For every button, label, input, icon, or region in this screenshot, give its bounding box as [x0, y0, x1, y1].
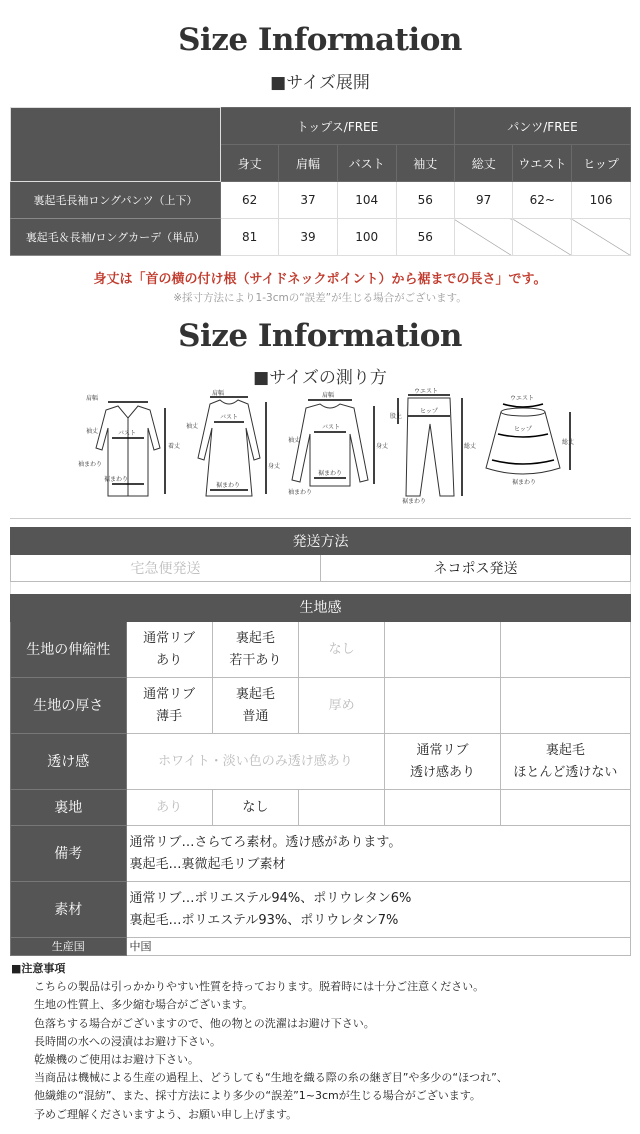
thickness-label: 生地の厚さ [11, 678, 127, 734]
caution-line: 予めご理解くださいますよう、お願い申し上げます。 [34, 1107, 298, 1121]
table-cell: 62~ [513, 182, 572, 219]
bust-label: バスト [322, 424, 341, 431]
lining-label: 裏地 [11, 790, 127, 826]
shoulder-label: 肩幅 [322, 392, 335, 399]
thickness-thick: 厚め [299, 678, 385, 734]
measurement-diagrams [0, 388, 640, 508]
pants-diagram [388, 388, 477, 508]
caution-line: 長時間の水への浸漬はお避け下さい。 [34, 1034, 221, 1048]
empty-cell [385, 622, 501, 678]
row-label: 裏起毛長袖ロングパンツ（上下） [11, 182, 221, 219]
size-table [10, 107, 631, 256]
origin-label: 生産国 [11, 938, 127, 956]
sleeve-hem-label: 袖まわり [78, 461, 103, 468]
sheer-rib: 通常リブ 透け感あり [385, 734, 501, 790]
empty-cell [500, 678, 630, 734]
remarks-value: 通常リブ…さらてろ素材。透け感があります。 裏起毛…裏微起毛リブ素材 [126, 826, 630, 882]
column-header: 袖丈 [396, 145, 454, 182]
tops-group-header: トップス/FREE [220, 108, 454, 145]
caution-line: こちらの製品は引っかかりやすい性質を持っております。脱着時には十分ご注意ください。 [34, 980, 485, 994]
sleeve-hem-label: 袖まわり [288, 489, 313, 496]
hem-label: 裾まわり [402, 498, 427, 505]
empty-cell [385, 790, 501, 826]
table-cell: 100 [337, 219, 396, 256]
table-cell: 56 [396, 219, 454, 256]
shipping-table [10, 527, 631, 603]
material-label: 素材 [11, 882, 127, 938]
length-label: 身丈 [268, 463, 281, 470]
column-header: 肩幅 [279, 145, 337, 182]
remarks-label: 備考 [11, 826, 127, 882]
empty-cell [513, 219, 572, 256]
table-row [11, 182, 631, 219]
coat-diagram [78, 388, 181, 503]
table-row [11, 219, 631, 256]
shipping-title: 発送方法 [11, 528, 631, 555]
stretch-label: 生地の伸縮性 [11, 622, 127, 678]
hem-label: 裾まわり [512, 479, 537, 486]
error-note: ※採寸方法により1-3cmの“誤差”が生じる場合がございます。 [173, 292, 467, 304]
sleeve-label: 袖丈 [86, 428, 99, 435]
table-cell: 39 [279, 219, 337, 256]
hip-label: ヒップ [420, 408, 438, 415]
lining-yes: あり [126, 790, 212, 826]
material-value: 通常リブ…ポリエステル94%、ポリウレタン6% 裏起毛…ポリエステル93%、ポリウレタン7% [126, 882, 630, 938]
table-cell: 97 [454, 182, 512, 219]
caution-line: 色落ちする場合がございますので、他の物との洗濯はお避け下さい。 [34, 1016, 375, 1030]
caution-line: 生地の性質上、多少縮む場合がございます。 [34, 998, 254, 1012]
table-cell: 104 [337, 182, 396, 219]
length-note: 身丈は「首の横の付け根（サイドネックポイント）から裾までの長さ」です。 [93, 272, 547, 287]
table-cell: 81 [220, 219, 278, 256]
table-cell: 56 [396, 182, 454, 219]
empty-cell [500, 790, 630, 826]
stretch-rib: 通常リブ あり [126, 622, 212, 678]
sheer-white: ホワイト・淡い色のみ透け感あり [126, 734, 385, 790]
measure-subtitle: ■サイズの測り方 [253, 368, 387, 388]
shoulder-label: 肩幅 [86, 395, 99, 402]
table-cell: 62 [220, 182, 278, 219]
page-title: Size Information [178, 22, 462, 58]
section-title: Size Information [178, 318, 462, 354]
hem-label: 裾まわり [216, 482, 241, 489]
sleeve-label: 袖丈 [288, 437, 301, 444]
stretch-brushed: 裏起毛 若干あり [212, 622, 298, 678]
hem-label: 裾まわり [104, 476, 129, 483]
thickness-rib: 通常リブ 薄手 [126, 678, 212, 734]
table-cell: 106 [572, 182, 631, 219]
sleeve-label: 袖丈 [186, 423, 199, 430]
caution-title: ■注意事項 [11, 962, 66, 975]
total-label: 総丈 [562, 439, 575, 446]
crotch-label: 股上 [390, 413, 403, 420]
dress-diagram [182, 388, 281, 503]
divider [10, 518, 631, 519]
fabric-table [10, 594, 631, 956]
size-lineup-subtitle: ■サイズ展開 [270, 73, 370, 93]
fabric-title: 生地感 [11, 595, 631, 622]
sheer-label: 透け感 [11, 734, 127, 790]
column-header: バスト [337, 145, 396, 182]
empty-cell [572, 219, 631, 256]
table-cell: 37 [279, 182, 337, 219]
column-header: 総丈 [454, 145, 512, 182]
empty-cell [500, 622, 630, 678]
skirt-diagram [478, 388, 578, 503]
column-header: 身丈 [220, 145, 278, 182]
stretch-none: なし [299, 622, 385, 678]
empty-cell [299, 790, 385, 826]
bust-label: バスト [220, 414, 239, 421]
origin-value: 中国 [126, 938, 630, 956]
waist-label: ウエスト [510, 395, 535, 402]
bust-label: バスト [118, 430, 137, 437]
sheer-brushed: 裏起毛 ほとんど透けない [500, 734, 630, 790]
top-diagram [282, 388, 389, 503]
column-header: ヒップ [572, 145, 631, 182]
shoulder-label: 肩幅 [212, 390, 225, 397]
lining-no: なし [212, 790, 298, 826]
caution-section [11, 960, 508, 1124]
length-label: 身丈 [376, 443, 389, 450]
empty-cell [454, 219, 512, 256]
row-label: 裏起毛＆長袖/ロングカーデ（単品） [11, 219, 221, 256]
total-label: 総丈 [464, 443, 477, 450]
caution-line: 他繊維の“混紡”、また、採寸方法により多少の“誤差”1~3cmが生じる場合がございます。 [34, 1089, 481, 1103]
thickness-brushed: 裏起毛 普通 [212, 678, 298, 734]
column-header: ウエスト [513, 145, 572, 182]
pants-group-header: パンツ/FREE [454, 108, 630, 145]
hip-label: ヒップ [514, 426, 532, 433]
empty-cell [385, 678, 501, 734]
shipping-option-nekopos: ネコポス発送 [321, 555, 631, 582]
shipping-option-takkyubin: 宅急便発送 [11, 555, 321, 582]
caution-line: 乾燥機のご使用はお避け下さい。 [34, 1053, 199, 1067]
length-label: 着丈 [168, 443, 181, 450]
hem-label: 裾まわり [318, 470, 343, 477]
table-corner [11, 108, 221, 182]
waist-label: ウエスト [414, 388, 439, 395]
caution-line: 当商品は機械による生産の過程上、どうしても“生地を織る際の糸の継ぎ目”や多少の“ほつれ”、 [34, 1071, 508, 1085]
